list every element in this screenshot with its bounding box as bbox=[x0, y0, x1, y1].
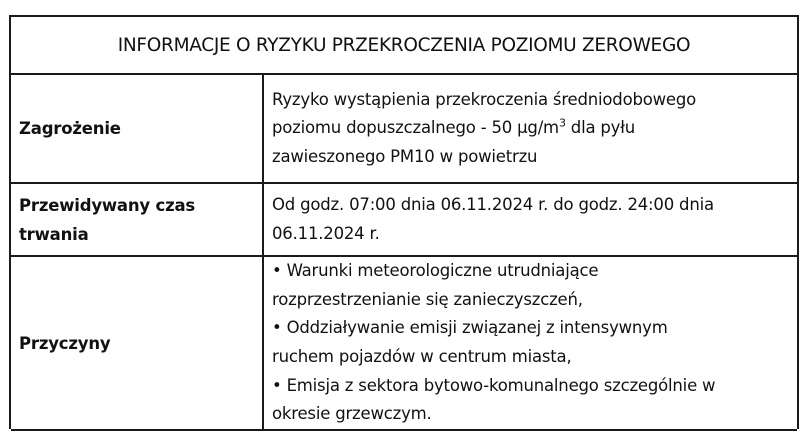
value-line: rozprzestrzenianie się zanieczyszczeń, bbox=[272, 289, 583, 309]
row-label-threat: Zagrożenie bbox=[11, 75, 264, 182]
value-line: Ryzyko wystąpienia przekroczenia średniodobowego bbox=[272, 89, 697, 109]
row-value-threat bbox=[264, 75, 797, 182]
value-line: 06.11.2024 r. bbox=[272, 223, 380, 243]
value-line: • Oddziaływanie emisji związanej z intensywnym bbox=[272, 318, 668, 338]
value-line: • Emisja z sektora bytowo-komunalnego szczególnie w bbox=[272, 375, 716, 395]
value-text: poziomu dopuszczalnego - 50 µg/m bbox=[272, 118, 559, 138]
value-line bbox=[272, 114, 787, 143]
value-line: Od godz. 07:00 dnia 06.11.2024 r. do godz. 24:00 dnia bbox=[272, 194, 714, 214]
superscript-3: 3 bbox=[558, 116, 566, 130]
info-table bbox=[9, 15, 799, 429]
row-label-duration bbox=[11, 184, 264, 255]
value-line: zawieszonego PM10 w powietrzu bbox=[272, 146, 538, 166]
row-label-causes: Przyczyny bbox=[11, 257, 264, 429]
label-line: Przewidywany czas bbox=[19, 195, 196, 215]
label-line: trwania bbox=[19, 224, 89, 244]
value-text: dla pyłu bbox=[565, 118, 635, 138]
row-value-causes bbox=[264, 257, 797, 429]
table-row-duration bbox=[11, 184, 797, 257]
value-line: • Warunki meteorologiczne utrudniające bbox=[272, 261, 599, 281]
row-value-duration bbox=[264, 184, 797, 255]
table-row-threat bbox=[11, 75, 797, 184]
value-line: okresie grzewczym. bbox=[272, 404, 432, 424]
table-row-causes bbox=[11, 257, 797, 431]
table-title: INFORMACJE O RYZYKU PRZEKROCZENIA POZIOMU ZEROWEGO bbox=[11, 17, 797, 75]
value-line: ruchem pojazdów w centrum miasta, bbox=[272, 347, 572, 366]
